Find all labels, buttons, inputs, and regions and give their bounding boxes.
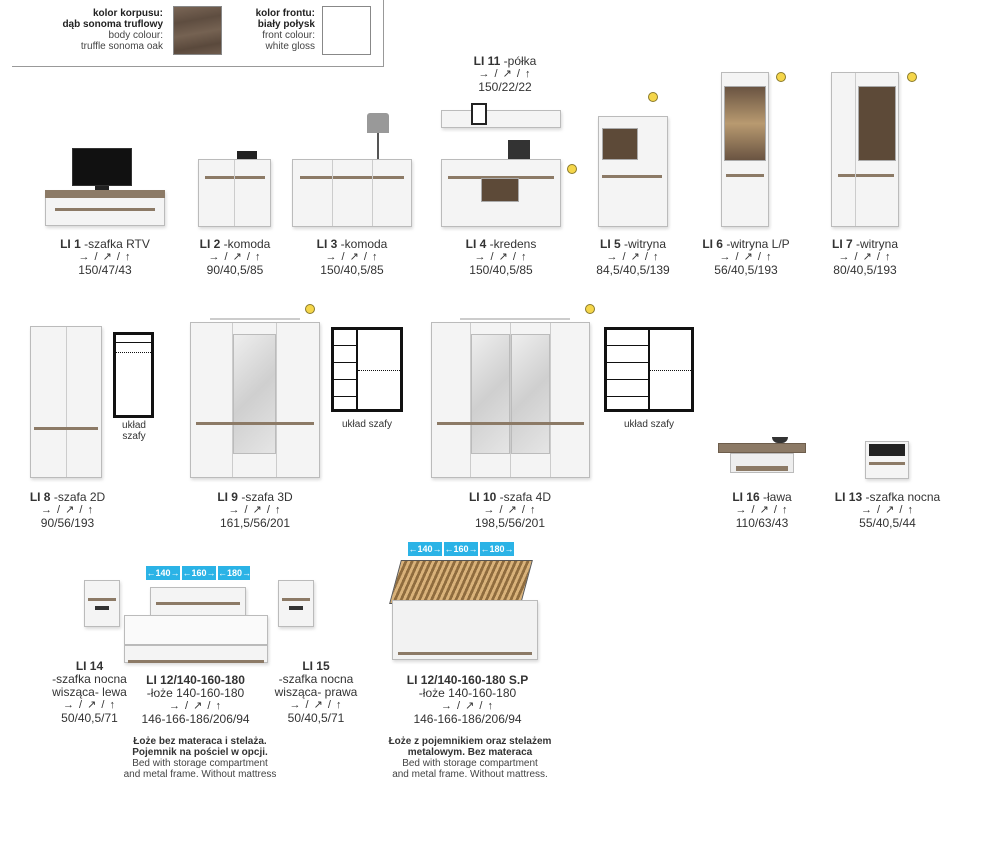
li4-code: LI 4 xyxy=(465,237,487,251)
li15-dims: 50/40,5/71 xyxy=(287,711,345,725)
li15-name-2: wisząca- prawa xyxy=(274,685,358,699)
li12sp-name: -łoże 140-160-180 xyxy=(418,686,517,700)
lamp-shade xyxy=(367,113,389,133)
li8-layout-shelf xyxy=(116,342,151,343)
item-li5 xyxy=(578,238,688,277)
li10-code: LI 10 xyxy=(468,490,497,504)
bed-size-180: ←180→ xyxy=(218,568,252,578)
li1-name: -szafka RTV xyxy=(80,237,150,251)
li7-door-divider xyxy=(855,73,856,226)
li1-top xyxy=(45,190,165,198)
li4-light-icon xyxy=(567,164,577,174)
li12-name: -łoże 140-160-180 xyxy=(146,686,245,700)
li3-stripe xyxy=(300,176,404,179)
li13-stripe xyxy=(869,462,905,465)
li14-code: LI 14 xyxy=(75,659,104,673)
li15-stripe xyxy=(282,598,310,601)
li7-code: LI 7 xyxy=(831,237,853,251)
li15-name-1: -szafka nocna xyxy=(278,672,354,686)
item-li2 xyxy=(180,238,290,277)
li2-stripe xyxy=(205,176,265,179)
bed-sp-note-en-2: and metal frame. Without mattress. xyxy=(392,769,548,780)
li2-code: LI 2 xyxy=(199,237,221,251)
li4-dims: 150/40,5/85 xyxy=(469,263,533,277)
dimension-arrows: → / ↗ / ↑ xyxy=(289,699,343,711)
bed-size-140: ←140→ xyxy=(146,568,180,578)
li9-door-2 xyxy=(276,323,277,477)
li10-name: -szafa 4D xyxy=(496,490,552,504)
li4-books xyxy=(508,140,530,159)
li9-layout-rail xyxy=(358,370,400,372)
front-colour-legend xyxy=(235,8,315,52)
li12-headboard-stripe xyxy=(156,602,240,605)
li6-name: -witryna L/P xyxy=(722,237,790,251)
li16-code: LI 16 xyxy=(732,490,760,504)
item-li15 xyxy=(262,660,370,725)
bed-note-pl-1: Łoże bez materaca i stelaża. xyxy=(133,736,267,747)
li13-name: -szafka nocna xyxy=(862,490,941,504)
li6-stripe xyxy=(726,174,764,177)
front-colour-label-en: front colour: xyxy=(262,30,315,41)
li10-door-2 xyxy=(510,323,511,477)
bed-sp-note xyxy=(370,736,570,780)
body-colour-label-en: body colour: xyxy=(108,30,163,41)
li6-light-icon xyxy=(776,72,786,82)
bed-note-en-2: and metal frame. Without mattress xyxy=(123,769,277,780)
li6-dims: 56/40,5/193 xyxy=(714,263,778,277)
li2-name: -komoda xyxy=(220,237,271,251)
li6-vitrine xyxy=(724,86,766,161)
li9-code: LI 9 xyxy=(217,490,238,504)
lamp-stand xyxy=(377,133,379,159)
sp-bed-size-160: ←160→ xyxy=(444,544,478,554)
bed-sp-note-pl-1: Łoże z pojemnikiem oraz stelażem xyxy=(388,736,552,747)
li13-code: LI 13 xyxy=(834,490,863,504)
tv-image xyxy=(72,148,132,186)
dimension-arrows: → / ↗ / ↑ xyxy=(483,504,537,516)
li10-light-icon xyxy=(585,304,595,314)
front-colour-label-pl: kolor frontu: xyxy=(255,8,315,19)
li10-layout-shelf-3 xyxy=(607,379,648,380)
li9-light-icon xyxy=(305,304,315,314)
item-li6 xyxy=(686,238,806,277)
li2-dims: 90/40,5/85 xyxy=(206,263,264,277)
body-colour-legend xyxy=(40,8,163,52)
li2-box xyxy=(237,151,257,159)
li11-name: -półka xyxy=(500,54,537,68)
li14-name-2: wisząca- lewa xyxy=(52,685,127,699)
li10-mirror-1 xyxy=(471,334,510,454)
li14-stripe xyxy=(88,598,116,601)
li16-table-top xyxy=(718,443,806,453)
li8-name: -szafa 2D xyxy=(50,490,106,504)
dimension-arrows: → / ↗ / ↑ xyxy=(478,68,532,80)
li9-stripe xyxy=(196,422,314,425)
dimension-arrows: → / ↗ / ↑ xyxy=(735,504,789,516)
li8-code: LI 8 xyxy=(29,490,51,504)
li3-code: LI 3 xyxy=(316,237,338,251)
li9-layout-shelf-3 xyxy=(334,379,356,380)
li1-dims: 150/47/43 xyxy=(78,263,132,277)
sp-bed-slats xyxy=(389,560,533,604)
dimension-arrows: → / ↗ / ↑ xyxy=(860,504,915,516)
layout-label-line2: szafy xyxy=(122,431,146,442)
sp-bed-frame xyxy=(392,600,538,660)
body-colour-value-pl: dąb sonoma truflowy xyxy=(62,19,163,30)
dimension-arrows: → / ↗ / ↑ xyxy=(228,504,282,516)
item-li7 xyxy=(810,238,920,277)
dimension-arrows: → / ↗ / ↑ xyxy=(606,251,660,263)
front-colour-value-en: white gloss xyxy=(265,41,315,52)
li12-code: LI 12/140-160-180 xyxy=(146,673,245,687)
li3-dims: 150/40,5/85 xyxy=(320,263,384,277)
item-li9 xyxy=(200,491,310,530)
li3-door-1 xyxy=(332,160,333,226)
item-li11 xyxy=(450,55,560,94)
li5-light-icon xyxy=(648,92,658,102)
item-li1 xyxy=(45,238,165,277)
li3-image xyxy=(292,159,412,227)
li10-dims: 198,5/56/201 xyxy=(474,516,546,530)
li12-frame-stripe xyxy=(128,660,264,663)
picture-frame xyxy=(471,103,487,125)
item-li13 xyxy=(825,491,950,530)
bed-sp-note-pl-2: metalowym. Bez materaca xyxy=(407,747,533,758)
li10-layout-label: układ szafy xyxy=(623,419,675,430)
li8-layout-diagram xyxy=(113,332,154,418)
dimension-arrows: → / ↗ / ↑ xyxy=(838,251,892,263)
li11-dims: 150/22/22 xyxy=(478,80,532,94)
layout-label-line1: układ xyxy=(122,420,146,431)
dimension-arrows: → / ↗ / ↑ xyxy=(325,251,379,263)
bed-sp-note-en-1: Bed with storage compartment xyxy=(402,758,538,769)
li5-dims: 84,5/40,5/139 xyxy=(596,263,670,277)
front-colour-value-pl: biały połysk xyxy=(257,19,315,30)
li5-code: LI 5 xyxy=(599,237,621,251)
bed-note xyxy=(100,736,300,780)
li9-door-1 xyxy=(232,323,233,477)
sp-bed-stripe xyxy=(398,652,532,655)
body-colour-label-pl: kolor korpusu: xyxy=(92,8,163,19)
dimension-arrows: → / ↗ / ↑ xyxy=(719,251,773,263)
item-li16 xyxy=(712,491,812,530)
li9-layout-shelf-2 xyxy=(334,362,356,363)
li8-dims: 90/56/193 xyxy=(40,516,95,530)
li3-name: -komoda xyxy=(337,237,388,251)
li15-image xyxy=(278,580,314,627)
dimension-arrows: → / ↗ / ↑ xyxy=(168,700,223,712)
sp-bed-size-140: ←140→ xyxy=(408,544,442,554)
bed-note-en-1: Bed with storage compartment xyxy=(132,758,268,769)
item-li8 xyxy=(15,491,120,530)
dimension-arrows: → / ↗ / ↑ xyxy=(78,251,132,263)
li6-code: LI 6 xyxy=(702,237,723,251)
li10-layout-shelf-2 xyxy=(607,362,648,363)
li9-name: -szafa 3D xyxy=(237,490,293,504)
li1-code: LI 1 xyxy=(60,237,81,251)
li9-layout-shelf-4 xyxy=(334,396,356,397)
li14-name-1: -szafka nocna xyxy=(52,672,127,686)
li5-vitrine xyxy=(602,128,638,160)
item-li10 xyxy=(455,491,565,530)
item-li3 xyxy=(297,238,407,277)
li7-vitrine xyxy=(858,86,896,161)
item-li12sp xyxy=(395,674,540,726)
li10-layout-shelf-1 xyxy=(607,345,648,346)
body-colour-value-en: truffle sonoma oak xyxy=(80,41,163,52)
li14-image xyxy=(84,580,120,627)
li7-name: -witryna xyxy=(852,237,898,251)
li5-name: -witryna xyxy=(620,237,666,251)
li10-layout-shelf-4 xyxy=(607,396,648,397)
li10-stripe xyxy=(437,422,584,425)
li8-layout-rail xyxy=(116,352,151,354)
sp-bed-size-180: ←180→ xyxy=(480,544,514,554)
li8-stripe xyxy=(34,427,98,430)
li10-layout-rail xyxy=(650,370,691,372)
li14-niche xyxy=(95,606,109,610)
li11-code: LI 11 xyxy=(473,54,501,68)
bed-note-pl-2: Pojemnik na pościel w opcji. xyxy=(132,747,268,758)
li10-door-1 xyxy=(470,323,471,477)
li9-dims: 161,5/56/201 xyxy=(219,516,291,530)
dimension-arrows: → / ↗ / ↑ xyxy=(40,504,95,516)
dimension-arrows: → / ↗ / ↑ xyxy=(440,700,495,712)
li13-niche xyxy=(869,444,905,456)
li16-dims: 110/63/43 xyxy=(735,516,789,530)
dimension-arrows: → / ↗ / ↑ xyxy=(474,251,528,263)
li8-layout-label xyxy=(112,420,156,442)
item-li4 xyxy=(446,238,556,277)
li12-dims: 146-166-186/206/94 xyxy=(141,712,250,726)
li16-table-shelf xyxy=(736,466,788,471)
li7-stripe xyxy=(838,174,894,177)
item-li12 xyxy=(128,674,263,726)
dimension-arrows: → / ↗ / ↑ xyxy=(62,699,117,711)
li10-mirror-2 xyxy=(511,334,550,454)
li13-dims: 55/40,5/44 xyxy=(859,516,916,530)
li12sp-dims: 146-166-186/206/94 xyxy=(413,712,522,726)
li8-door-divider xyxy=(66,327,67,477)
li9-layout-label: układ szafy xyxy=(341,419,393,430)
li2-door-divider xyxy=(234,160,235,226)
li16-name: -ława xyxy=(759,490,792,504)
li9-layout-shelf-1 xyxy=(334,345,356,346)
li12sp-code: LI 12/140-160-180 S.P xyxy=(406,673,529,687)
li1-stripe xyxy=(55,208,155,211)
front-colour-swatch xyxy=(322,6,371,55)
li12-mattress xyxy=(124,615,268,645)
li4-name: -kredens xyxy=(486,237,537,251)
li10-door-3 xyxy=(550,323,551,477)
li5-stripe xyxy=(602,175,662,178)
li11-shelf-image xyxy=(441,110,561,128)
li15-niche xyxy=(289,606,303,610)
li9-mirror xyxy=(233,334,276,454)
dimension-arrows: → / ↗ / ↑ xyxy=(208,251,262,263)
body-colour-swatch xyxy=(173,6,222,55)
li3-door-2 xyxy=(372,160,373,226)
li4-vitrine xyxy=(481,178,519,202)
li7-dims: 80/40,5/193 xyxy=(833,263,897,277)
li15-code: LI 15 xyxy=(302,659,330,673)
li7-light-icon xyxy=(907,72,917,82)
li14-dims: 50/40,5/71 xyxy=(61,711,118,725)
bed-size-160: ←160→ xyxy=(182,568,216,578)
